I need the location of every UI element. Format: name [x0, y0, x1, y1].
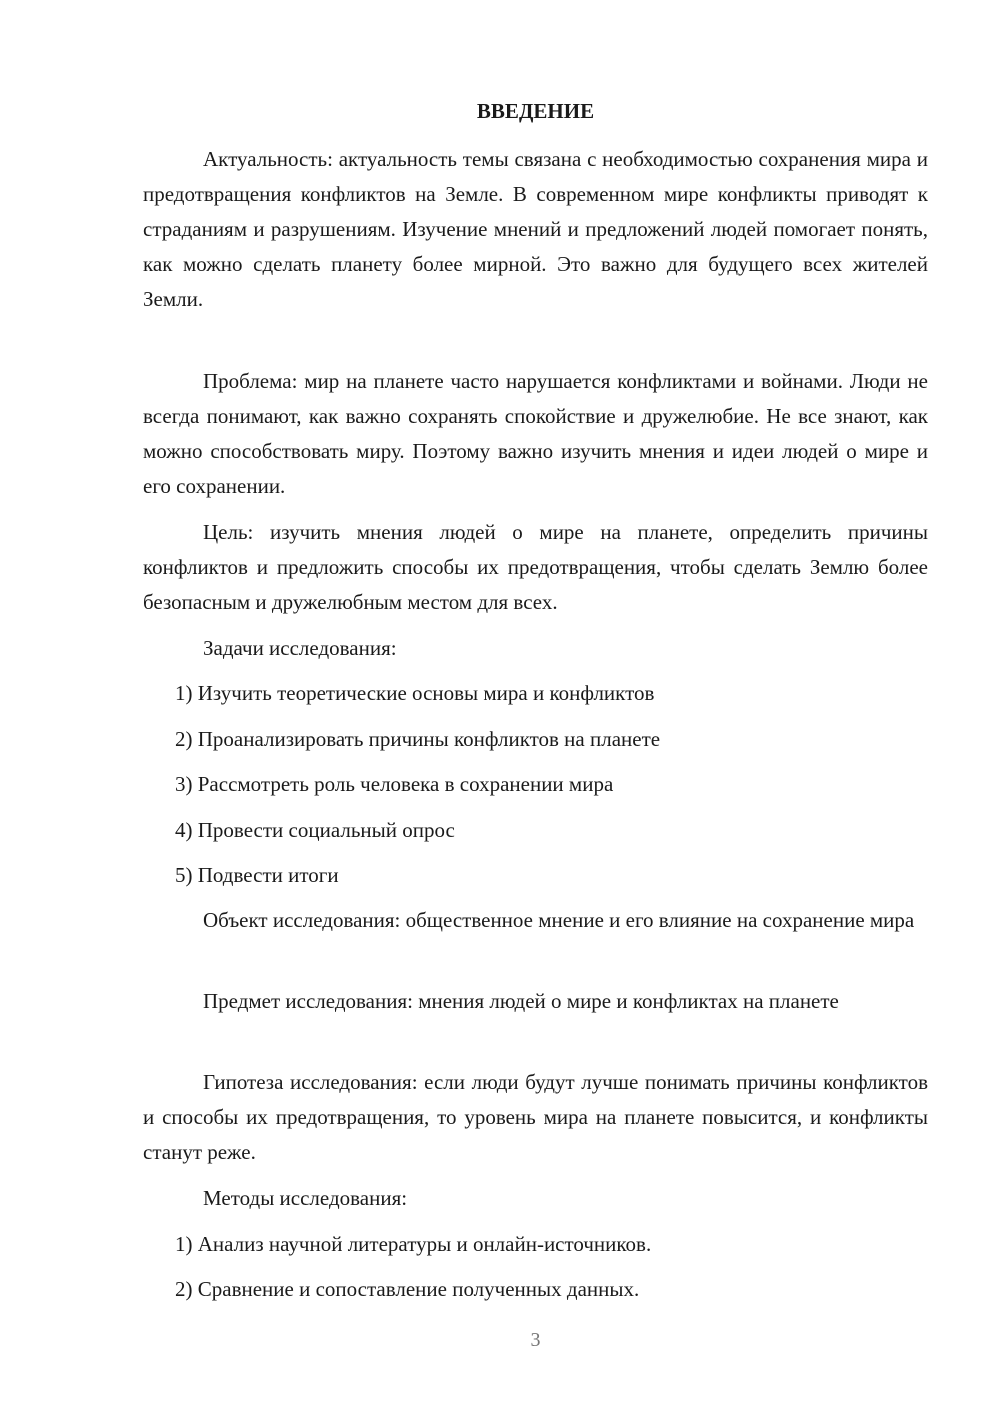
- task-item: 5) Подвести итоги: [175, 863, 339, 887]
- task-item: 4) Провести социальный опрос: [175, 818, 455, 842]
- method-item: 1) Анализ научной литературы и онлайн-источников.: [175, 1232, 652, 1256]
- methods-heading: Методы исследования:: [203, 1186, 408, 1210]
- method-item: 2) Сравнение и сопоставление полученных данных.: [175, 1277, 640, 1301]
- document-page: [143, 0, 928, 1414]
- hypothesis-paragraph: Гипотеза исследования: если люди будут лучше понимать причины конфликтов и способы их предотвращения, то уровень мира на планете повысится, и конфликты станут реже.: [143, 1070, 928, 1164]
- task-item: 3) Рассмотреть роль человека в сохранении мира: [175, 772, 614, 796]
- goal-paragraph: Цель: изучить мнения людей о мире на планете, определить причины конфликтов и предложить способы их предотвращения, чтобы сделать Землю более безопасным и дружелюбным местом для всех.: [143, 520, 928, 614]
- task-item: 1) Изучить теоретические основы мира и конфликтов: [175, 681, 655, 705]
- problem-paragraph: Проблема: мир на планете часто нарушается конфликтами и войнами. Люди не всегда понимают, как важно сохранять спокойствие и дружелюбие. Не все знают, как можно способствовать миру. Поэтому важно изучить мнения и идеи людей о мире и его сохранении.: [143, 369, 928, 498]
- tasks-heading: Задачи исследования:: [203, 636, 397, 660]
- task-item: 2) Проанализировать причины конфликтов на планете: [175, 727, 661, 751]
- relevance-paragraph: Актуальность: актуальность темы связана с необходимостью сохранения мира и предотвращения конфликтов на Земле. В современном мире конфликты приводят к страданиям и разрушениям. Изучение мнений и предложений людей помогает понять, как можно сделать планету более мирной. Это важно для будущего всех жителей Земли.: [143, 147, 928, 311]
- page-number: 3: [530, 1329, 541, 1351]
- object-paragraph: Объект исследования: общественное мнение и его влияние на сохранение мира: [203, 908, 915, 932]
- section-title: ВВЕДЕНИЕ: [476, 99, 595, 123]
- subject-paragraph: Предмет исследования: мнения людей о мире и конфликтах на планете: [203, 989, 839, 1013]
